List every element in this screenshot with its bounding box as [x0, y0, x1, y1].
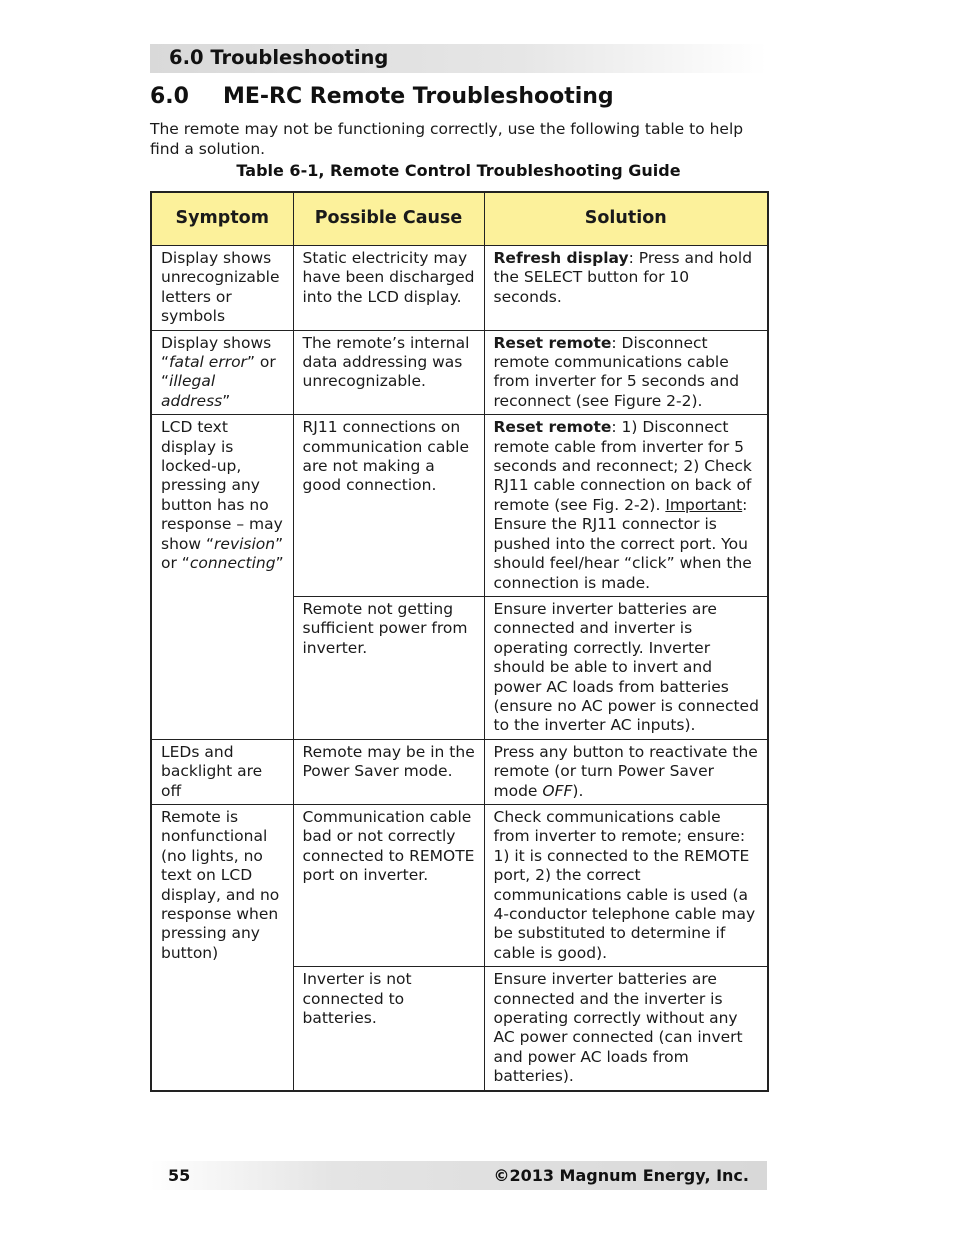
symptom-cell: LEDs and backlight are off: [151, 739, 293, 804]
column-header-symptom: Symptom: [151, 192, 293, 246]
table-row: [151, 330, 768, 415]
cause-cell: Remote may be in the Power Saver mode.: [293, 739, 484, 804]
cause-cell: RJ11 connections on communication cable are not making a good connection.: [293, 415, 484, 597]
cause-cell: The remote’s internal data addressing was unrecognizable.: [293, 330, 484, 415]
symptom-italic-text: fatal error: [169, 353, 247, 372]
table-row: [151, 246, 768, 331]
solution-text: : 1) Disconnect remote cable from inverter for 5 seconds and reconnect; 2) Check RJ11 cable connection on back of remote (see Fig. 2-2).: [493, 418, 752, 514]
solution-text: : Disconnect remote communications cable from inverter for 5 seconds and reconnect (see Figure 2-2).: [493, 333, 740, 410]
table-caption: Table 6-1, Remote Control Troubleshooting Guide: [236, 161, 681, 180]
solution-cell: Ensure inverter batteries are connected and the inverter is operating correctly without any AC power connected (can invert and power AC loads from batteries).: [484, 967, 768, 1091]
solution-cell: [484, 415, 768, 597]
solution-cell: [484, 246, 768, 331]
page-title-number: 6.0: [150, 84, 189, 109]
copyright-text: ©2013 Magnum Energy, Inc.: [493, 1166, 749, 1185]
solution-underline-text: Important: [665, 495, 743, 514]
column-header-cause: Possible Cause: [293, 192, 484, 246]
symptom-italic-text: illegal address: [161, 372, 223, 410]
solution-text: : Press and hold the SELECT button for 10 seconds.: [493, 249, 753, 306]
cause-cell: Inverter is not connected to batteries.: [293, 967, 484, 1091]
troubleshooting-table: [150, 191, 769, 1092]
cause-cell: Static electricity may have been discharged into the LCD display.: [293, 246, 484, 331]
solution-cell: Check communications cable from inverter to remote; ensure: 1) it is connected to the REMOTE port, 2) the correct communications cable is used (a 4-conductor telephone cable may be substituted to determine if cable is good).: [484, 804, 768, 966]
symptom-text: ” or “: [161, 353, 276, 391]
column-header-solution: Solution: [484, 192, 768, 246]
solution-cell: [484, 330, 768, 415]
page-title-text: ME-RC Remote Troubleshooting: [223, 84, 614, 109]
solution-text: ).: [572, 781, 584, 800]
symptom-text: ”: [222, 391, 231, 410]
symptom-cell: Display shows unrecognizable letters or symbols: [151, 246, 293, 331]
solution-bold-text: Reset remote: [493, 333, 612, 352]
symptom-text: LCD text display is locked-up, pressing any button has no response – may show “: [161, 418, 283, 553]
footer-bar: [150, 1161, 767, 1190]
solution-text: Press any button to reactivate the remote (or turn Power Saver mode: [493, 742, 758, 800]
intro-paragraph: The remote may not be functioning correctly, use the following table to help find a solution.: [150, 120, 744, 158]
table-row: [151, 739, 768, 804]
symptom-cell: Remote is nonfunctional (no lights, no text on LCD display, and no response when pressing any button): [151, 804, 293, 1090]
solution-italic-text: OFF: [542, 781, 573, 800]
page-number: 55: [168, 1166, 191, 1185]
table-header-row: [151, 192, 768, 246]
solution-bold-text: Reset remote: [493, 418, 612, 437]
cause-cell: Communication cable bad or not correctly connected to REMOTE port on inverter.: [293, 804, 484, 966]
solution-cell: Ensure inverter batteries are connected and inverter is operating correctly. Inverter should be able to invert and power AC loads from batteries (ensure no AC power is connected to the inverter AC inputs).: [484, 596, 768, 739]
section-header-title: 6.0 Troubleshooting: [169, 46, 389, 69]
symptom-cell: [151, 415, 293, 740]
symptom-text: Display shows “: [161, 333, 272, 372]
solution-text: : Ensure the RJ11 connector is pushed into the correct port. You should feel/hear “click” when the connection is made.: [493, 495, 752, 592]
section-header-bar: [150, 44, 767, 73]
symptom-italic-text: revision: [214, 534, 276, 553]
symptom-cell: [151, 330, 293, 415]
solution-bold-text: Refresh display: [493, 249, 629, 267]
symptom-text: ”: [275, 554, 284, 573]
symptom-italic-text: connecting: [189, 554, 276, 573]
solution-cell: [484, 739, 768, 804]
table-row: [151, 804, 768, 966]
symptom-text: ” or “: [161, 534, 284, 573]
cause-cell: Remote not getting sufficient power from inverter.: [293, 596, 484, 739]
page-title: [150, 84, 614, 109]
table-row: [151, 415, 768, 597]
